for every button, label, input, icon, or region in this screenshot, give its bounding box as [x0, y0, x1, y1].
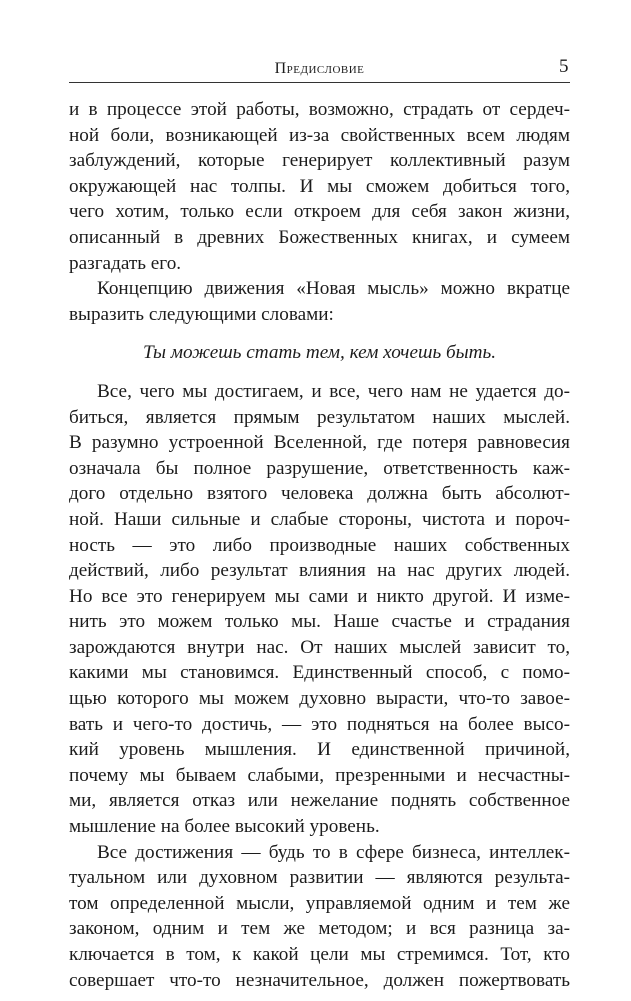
text-line: зарождаются внутри нас. От наших мыслей зависит то, — [69, 636, 570, 658]
text-line: ной боли, возникающей из-за свойственных всем людям — [69, 124, 570, 146]
text-line: чего хотим, только если откроем для себя закон жизни, — [69, 201, 570, 223]
text-line: дого отдельно взятого человека должна быть абсолют- — [69, 483, 570, 505]
text-line: кий уровень мышления. И единственной причиной, — [69, 739, 570, 761]
text-line: нить это можем только мы. Наше счастье и страдания — [69, 611, 570, 633]
text-line: какими мы становимся. Единственный способ, с помо- — [69, 662, 570, 684]
text-line: биться, является прямым результатом наших мыслей. — [69, 406, 570, 428]
text-line: Но все это генерируем мы сами и никто другой. И изме- — [69, 585, 570, 607]
text-line: В разумно устроенной Вселенной, где потеря равновесия — [69, 432, 570, 454]
chapter-title: Предисловие — [274, 60, 365, 77]
body-text — [69, 97, 570, 993]
running-header — [69, 56, 570, 83]
text-line: щью которого мы можем духовно вырасти, что-то завое- — [69, 688, 570, 710]
text-line: Все достижения — будь то в сфере бизнеса, интеллек- — [97, 841, 570, 863]
text-line: выразить следующими словами: — [69, 303, 334, 325]
text-line: том определенной мысли, управляемой одним и тем же — [69, 892, 570, 914]
page-number: 5 — [559, 56, 569, 77]
text-line: заблуждений, которые генерирует коллективный разум — [69, 150, 570, 172]
book-page — [69, 56, 570, 993]
text-line: Концепцию движения «Новая мысль» можно вкратце — [97, 278, 570, 300]
text-line: Все, чего мы достигаем, и все, чего нам не удается до- — [97, 380, 570, 402]
text-line: ключается в том, к какой цели мы стремимся. Тот, кто — [69, 944, 570, 965]
text-line: совершает что-то незначительное, должен пожертвовать — [69, 969, 570, 991]
text-line: вать и чего-то достичь, — это подняться на более высо- — [69, 713, 570, 735]
text-line: ми, является отказ или нежелание поднять собственное — [69, 790, 570, 812]
text-line: почему мы бываем слабыми, презренными и несчастны- — [69, 764, 570, 786]
text-line: действий, либо результат влияния на нас других людей. — [69, 560, 570, 582]
text-line: описанный в древних Божественных книгах, и сумеем — [69, 226, 570, 248]
text-line: ность — это либо производные наших собственных — [69, 534, 570, 556]
text-line: и в процессе этой работы, возможно, страдать от сердеч- — [69, 99, 570, 120]
text-line: туальном или духовном развитии — являются результа- — [69, 867, 570, 889]
text-line: мышление на более высокий уровень. — [69, 816, 380, 838]
text-line: законом, одним и тем же методом; и вся разница за- — [69, 918, 570, 940]
text-line: разгадать его. — [69, 252, 182, 274]
text-line: окружающей нас толпы. И мы сможем добиться того, — [69, 175, 570, 197]
motto-line: Ты можешь стать тем, кем хочешь быть. — [143, 342, 496, 364]
text-line: ной. Наши сильные и слабые стороны, чистота и пороч- — [69, 508, 570, 530]
text-line: означала бы полное разрушение, ответственность каж- — [69, 457, 570, 479]
